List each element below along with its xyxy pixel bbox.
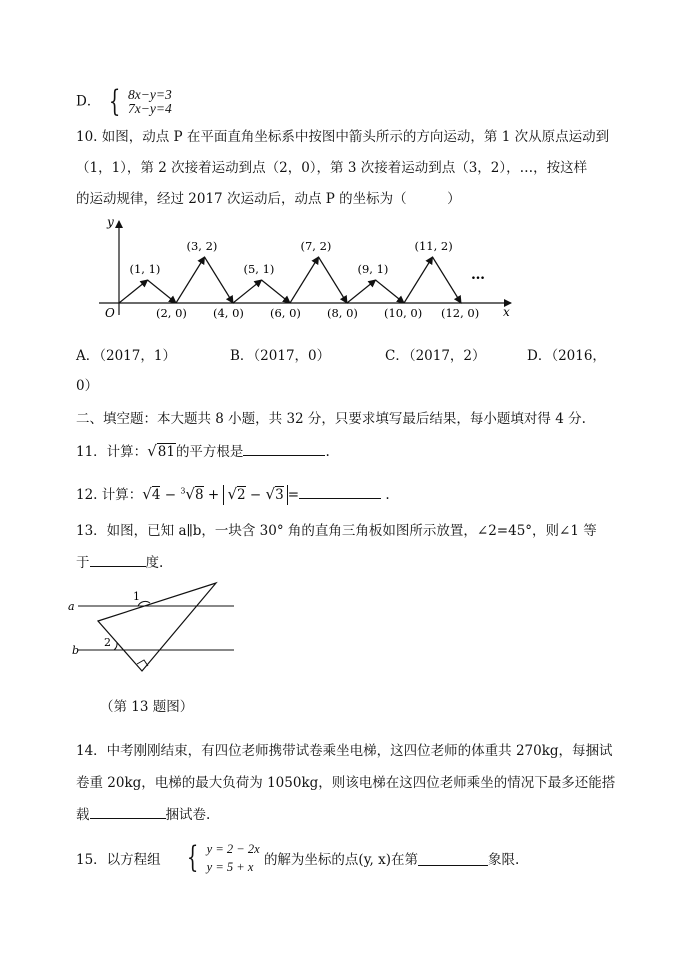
q14-line-1: 14．中考刚刚结束，有四位老师携带试卷乘坐电梯，这四位老师的体重共 270kg，每捆试 <box>76 743 613 759</box>
zigzag-segment <box>290 257 319 303</box>
lower-point-label: (8, 0) <box>327 306 358 320</box>
radicand-3: 3 <box>275 487 284 503</box>
equation-2: 7x−y=4 <box>128 101 172 116</box>
q12-prefix: 12. 计算： <box>76 487 143 503</box>
q10-option-a: A．（2017，1） <box>76 348 176 364</box>
q10-option-b: B．（2017，0） <box>230 348 331 364</box>
q10-line-1: 10. 如图，动点 P 在平面直角坐标系中按图中箭头所示的方向运动，第 1 次从原点运动到 <box>76 129 610 145</box>
absolute-value: √2 − √3 <box>223 485 287 505</box>
q10-line-3: 的运动规律，经过 2017 次运动后，动点 P 的坐标为（ ） <box>76 191 461 207</box>
answer-blank <box>243 441 325 456</box>
zigzag-segment <box>119 280 148 303</box>
q13-figure <box>66 577 246 681</box>
q15 <box>76 840 519 876</box>
lower-point-label: (12, 0) <box>441 306 480 320</box>
q9-option-d <box>76 84 172 119</box>
q10-zigzag-graph <box>95 215 525 325</box>
radicand: 81 <box>157 444 175 460</box>
q10-option-d-continued: 0） <box>76 378 99 394</box>
section-heading: 二、填空题：本大题共 8 小题，共 32 分，只要求填写最后结果，每小题填对得 4 分. <box>76 411 586 427</box>
q14-line-2: 卷重 20kg，电梯的最大负荷为 1050kg，则该电梯在这四位老师乘坐的情况下最多还能搭 <box>76 775 616 791</box>
lower-point-label: (2, 0) <box>156 306 187 320</box>
zigzag-path <box>119 257 461 303</box>
option-label: D． <box>76 93 101 110</box>
upper-point-label: (1, 1) <box>129 262 161 276</box>
triangle-ruler <box>98 583 216 671</box>
system-brace: { <box>108 84 120 119</box>
system-brace: { <box>187 840 199 875</box>
q10-option-c: C．（2017，2） <box>385 348 486 364</box>
angle-2-arc <box>114 643 117 650</box>
cube-index: 3 <box>180 486 186 496</box>
radicand-8: 8 <box>194 487 204 503</box>
q13-line-2 <box>76 551 163 571</box>
upper-point-label: (5, 1) <box>243 262 275 276</box>
q12: 12. 计算：√4 − $^3$√8 + √2 − √3 = . <box>76 485 390 503</box>
zigzag-segment <box>404 257 433 303</box>
equation-system <box>207 840 260 876</box>
radicand-2: 2 <box>237 487 246 503</box>
answer-blank <box>90 804 166 819</box>
equation-system <box>128 88 172 116</box>
zigzag-segment <box>205 257 234 303</box>
q13-prefix: 于 <box>76 555 90 571</box>
equation-2: y = 5 + x <box>206 860 254 874</box>
x-axis-label: x <box>503 305 510 319</box>
origin-label: O <box>105 306 115 320</box>
q15-prefix: 15．以方程组 <box>76 852 161 868</box>
q11 <box>76 440 330 460</box>
equation-1: y = 2 − 2x <box>206 842 260 856</box>
q10-line-2: （1，1），第 2 次接着运动到点（2，0），第 3 次接着运动到点（3，2），…，按这样 <box>76 160 588 176</box>
q14-suffix: 捆试卷. <box>165 807 211 823</box>
zigzag-segment <box>233 280 262 303</box>
q12-end: . <box>385 487 390 503</box>
q11-prefix: 11．计算： <box>76 444 148 460</box>
upper-point-label: (7, 2) <box>300 239 332 253</box>
q14-prefix: 载 <box>76 807 90 823</box>
zigzag-segment <box>376 280 405 303</box>
label-b: b <box>72 644 80 657</box>
lower-point-label: (6, 0) <box>270 306 301 320</box>
lower-point-label: (10, 0) <box>384 306 423 320</box>
q15-middle: 的解为坐标的点(y, x)在第 <box>263 852 419 868</box>
upper-point-label: (11, 2) <box>414 239 453 253</box>
zigzag-segment <box>319 257 348 303</box>
equals: = <box>287 487 300 503</box>
label-angle-2: 2 <box>104 636 111 649</box>
answer-blank <box>299 484 381 499</box>
label-angle-1: 1 <box>133 590 140 603</box>
zigzag-segment <box>262 280 291 303</box>
sqrt-81: √81 <box>147 442 175 460</box>
upper-point-label: (9, 1) <box>357 262 389 276</box>
y-axis-label: y <box>107 215 114 229</box>
radicand-4: 4 <box>151 487 161 503</box>
label-a: a <box>68 600 75 613</box>
q13-line-1: 13．如图，已知 a∥b，一块含 30° 角的直角三角板如图所示放置，∠2=45°，则∠1 等 <box>76 523 597 539</box>
zigzag-segment <box>148 280 177 303</box>
answer-blank <box>90 552 146 567</box>
zigzag-segment <box>433 257 462 303</box>
zigzag-segment <box>176 257 205 303</box>
q11-end: . <box>325 444 330 460</box>
q14-line-3 <box>76 803 210 823</box>
upper-point-label: (3, 2) <box>186 239 218 253</box>
q10-option-d: D．（2016， <box>527 348 606 364</box>
q15-suffix: 象限. <box>488 852 520 868</box>
q13-caption: （第 13 题图） <box>100 699 194 715</box>
ellipsis: … <box>471 267 485 283</box>
zigzag-segment <box>347 280 376 303</box>
equation-1: 8x−y=3 <box>128 87 172 102</box>
lower-point-label: (4, 0) <box>213 306 244 320</box>
q13-suffix: 度. <box>145 555 164 571</box>
answer-blank <box>418 851 488 866</box>
q11-suffix: 的平方根是 <box>175 444 244 460</box>
